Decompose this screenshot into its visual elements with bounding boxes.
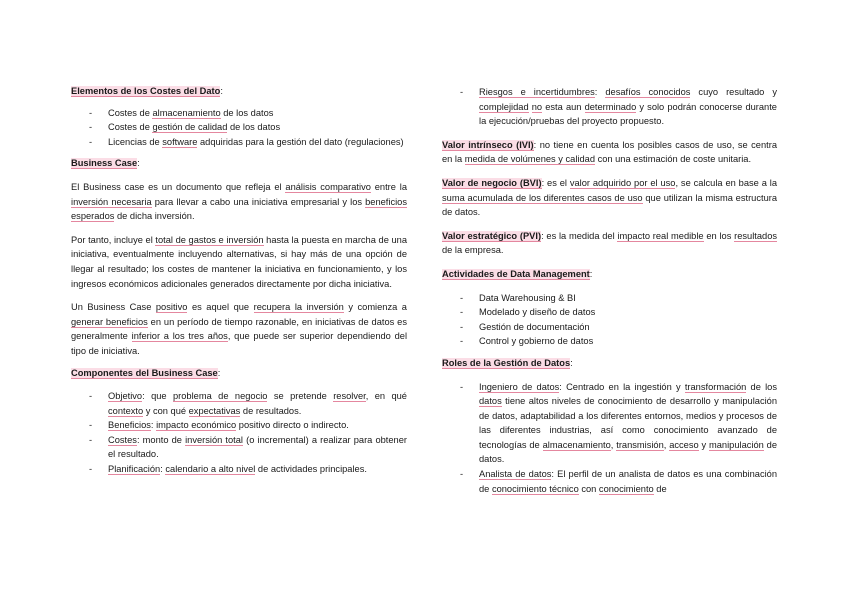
list-item: - Analista de datos: El perfil de un analista de datos es una combinación de conocimiento técnico con conocimiento de [442, 467, 777, 496]
underlined-term: expectativas [188, 405, 241, 416]
list-item: - Planificación: calendario a alto nivel de actividades principales. [71, 462, 407, 477]
underlined-term: medida de volúmenes y calidad [464, 154, 595, 165]
highlighted-term: Valor intrínseco (IVI) [442, 139, 534, 150]
underlined-term: manipulación [709, 439, 764, 450]
list-item: - Ingeniero de datos: Centrado en la ingestión y transformación de los datos tiene altos niveles de conocimiento de desarrollo y manipulación de datos, adaptabilidad a los diferentes entornos, medios y procesos de las diferentes industrias, así como conocimiento avanzado de tecnologías de almacenamiento, transmisión, acceso y manipulación de datos. [442, 380, 777, 468]
underlined-term: valor adquirido por el uso [569, 177, 676, 188]
paragraph: El Business case es un documento que refleja el análisis comparativo entre la inversión necesaria para llevar a cabo una iniciativa empresarial y los beneficios esperados de dicha inversión. [71, 181, 407, 222]
list-item: - Costes de almacenamiento de los datos [71, 106, 407, 121]
underlined-term: Objetivo [108, 391, 143, 402]
left-column [71, 84, 407, 477]
underlined-term: no [531, 101, 543, 112]
list-item: - Riesgos e incertidumbres: desafíos conocidos cuyo resultado y complejidad no esta aun determinado y solo podrán conocerse durante la ejecución/pruebas del proyecto propuesto. [442, 85, 777, 129]
underlined-term: resolver [333, 391, 366, 402]
list-item: - Beneficios: impacto económico positivo directo o indirecto. [71, 418, 407, 433]
underlined-term: almacenamiento [152, 107, 221, 118]
value-paragraph: Valor intrínseco (IVI): no tiene en cuenta los posibles casos de uso, se centra en la medida de volúmenes y calidad con una estimación de coste unitaria. [442, 139, 777, 165]
underlined-term: conocimiento [598, 483, 654, 494]
underlined-term: software [162, 136, 198, 147]
underlined-term: Ingeniero de datos [479, 381, 560, 392]
underlined-term: inversión necesaria [71, 196, 152, 207]
underlined-term: gestión de calidad [152, 122, 228, 133]
elements-list [71, 106, 407, 150]
list-item: - Control y gobierno de datos [442, 334, 777, 349]
list-item: - Costes: monto de inversión total (o incremental) a realizar para obtener el resultado. [71, 433, 407, 462]
underlined-term: acceso [669, 439, 699, 450]
underlined-term: transmisión [616, 439, 664, 450]
underlined-term: generar beneficios [71, 316, 148, 327]
underlined-term: contexto [108, 405, 144, 416]
highlighted-term: Valor de negocio (BVI) [442, 177, 542, 188]
underlined-term: transformación [684, 381, 747, 392]
underlined-term: datos [479, 396, 502, 407]
components-heading-line: Componentes del Business Case: [71, 367, 221, 378]
underlined-term: problema de negocio [173, 391, 268, 402]
paragraph: Por tanto, incluye el total de gastos e inversión hasta la puesta en marcha de una iniciativa, eventualmente incluyendo alternativas, si hay más de una opción de llegar al resultado; los costes de mantener la iniciativa en funcionamiento, y los ingresos económicos adicionales generados directamente por dicha iniciativa. [71, 234, 407, 289]
underlined-term: Planificación [108, 464, 161, 475]
elements-heading: Elementos de los Costes del Dato [71, 86, 221, 96]
underlined-term: conocimiento técnico [491, 483, 579, 494]
components-list [71, 389, 407, 477]
underlined-term: inversión total [185, 434, 244, 445]
list-item: - Gestión de documentación [442, 320, 777, 335]
underlined-term: beneficios esperados [71, 196, 407, 222]
underlined-term: Analista de datos [479, 469, 552, 480]
underlined-term: resultados [734, 230, 778, 241]
activities-heading: Actividades de Data Management [442, 268, 590, 279]
elements-heading-line: Elementos de los Costes del Dato: [71, 86, 223, 96]
activities-list [442, 291, 777, 349]
list-item: - Modelado y diseño de datos [442, 305, 777, 320]
underlined-term: Riesgos e incertidumbres [479, 87, 595, 97]
activities-heading-line: Actividades de Data Management: [442, 268, 593, 279]
roles-heading: Roles de la Gestión de Datos [442, 357, 571, 368]
roles-heading-line: Roles de la Gestión de Datos: [442, 357, 573, 368]
highlighted-term: Valor estratégico (PVI) [442, 230, 542, 241]
underlined-term: análisis comparativo [285, 181, 371, 192]
underlined-term: almacenamiento [542, 439, 611, 450]
risks-list [442, 85, 777, 129]
underlined-term: determinado [584, 101, 637, 112]
paragraph: Un Business Case positivo es aquel que recupera la inversión y comienza a generar beneficios en un período de tiempo razonable, en iniciativas de datos es generalmente inferior a los tres años, que puede ser superior dependiendo del tipo de iniciativa. [71, 302, 408, 356]
underlined-term: impacto económico [156, 420, 237, 431]
right-column [442, 85, 777, 496]
list-item: - Costes de gestión de calidad de los datos [71, 120, 407, 135]
business-case-heading-line: Business Case: [71, 158, 140, 169]
underlined-term: Beneficios [108, 420, 151, 431]
underlined-term: calendario a alto nivel [165, 464, 256, 475]
underlined-term: total de gastos e inversión [155, 234, 264, 245]
roles-list [442, 380, 777, 497]
underlined-term: inferior a los tres años [131, 331, 228, 342]
underlined-term: desafíos conocidos [605, 87, 691, 97]
list-item: - Objetivo: que problema de negocio se pretende resolver, en qué contexto y con qué expectativas de resultados. [71, 389, 407, 418]
list-item: - Licencias de software adquiridas para la gestión del dato (regulaciones) [71, 135, 407, 150]
underlined-term: complejidad [479, 101, 529, 112]
underlined-term: recupera la inversión [253, 302, 344, 313]
underlined-term: positivo [155, 302, 188, 313]
underlined-term: suma acumulada de los diferentes casos de uso [442, 192, 643, 203]
underlined-term: Costes [108, 434, 137, 445]
value-paragraph: Valor estratégico (PVI): es la medida del impacto real medible en los resultados de la empresa. [442, 230, 778, 256]
components-heading: Componentes del Business Case [71, 367, 218, 378]
business-case-heading: Business Case [71, 158, 138, 169]
list-item: - Data Warehousing & BI [442, 291, 777, 306]
underlined-term: impacto real medible [617, 230, 704, 241]
value-paragraph: Valor de negocio (BVI): es el valor adquirido por el uso, se calcula en base a la suma acumulada de los diferentes casos de uso que utilizan la misma estructura de datos. [442, 177, 778, 218]
